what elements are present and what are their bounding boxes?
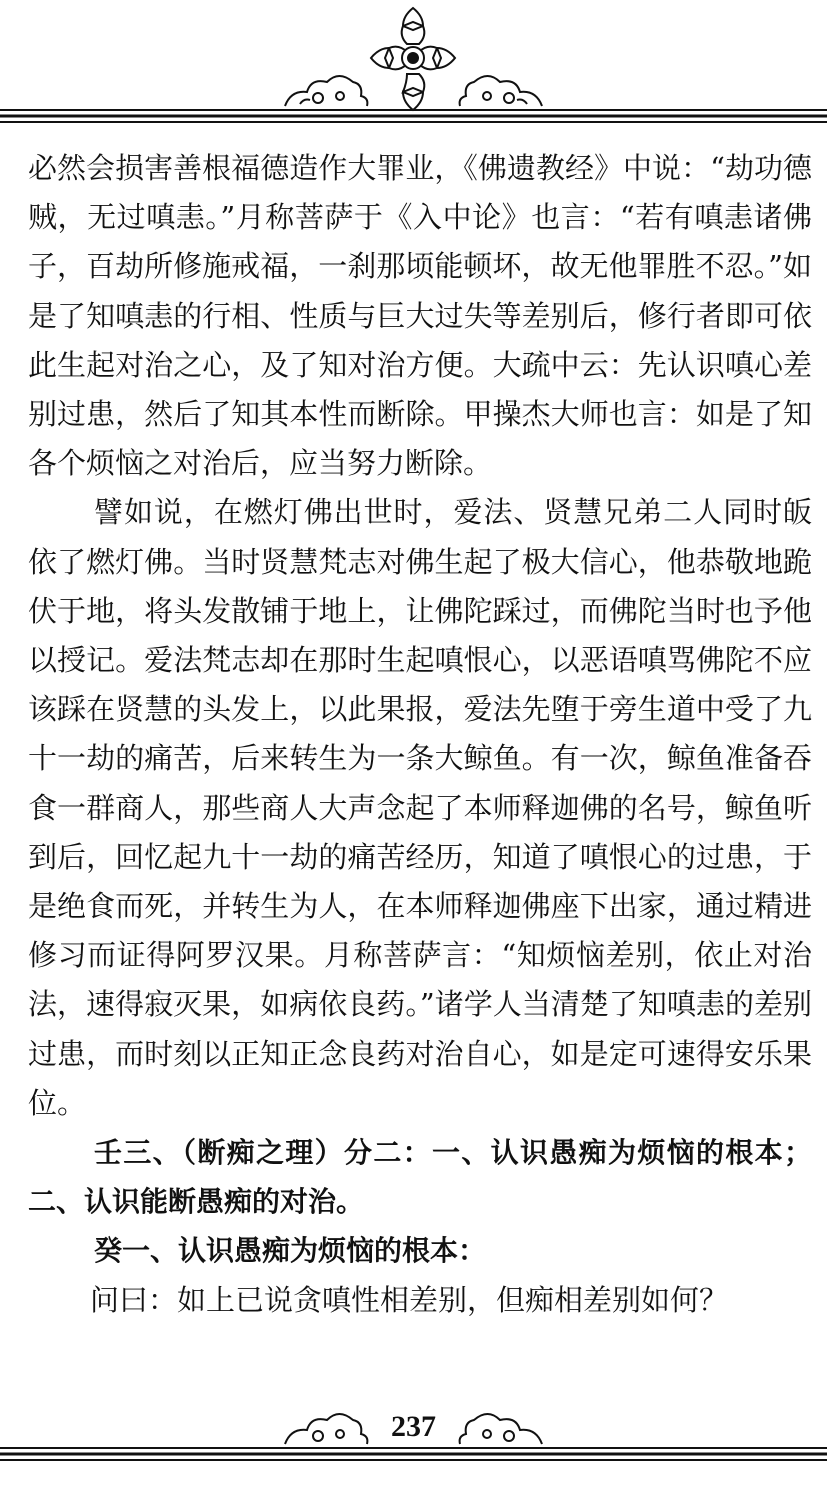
page-number: 237 — [391, 1410, 436, 1443]
paragraph: 譬如说，在燃灯佛出世时，爱法、贤慧兄弟二人同时皈依了燃灯佛。当时贤慧梵志对佛生起了极大信心，他恭敬地跪伏于地，将头发散铺于地上，让佛陀踩过，而佛陀当时也予他以授记。爱法梵志却在那时生起嗔恨心，以恶语嗔骂佛陀不应该踩在贤慧的头发上，以此果报，爱法先堕于旁生道中受了九十一劫的痛苦，后来转生为一条大鲸鱼。有一次，鲸鱼准备吞食一群商人，那些商人大声念起了本师释迦佛的名号，鲸鱼听到后，回忆起九十一劫的痛苦经历，知道了嗔恨心的过患，于是绝食而死，并转生为人，在本师释迦佛座下出家，通过精进修习而证得阿罗汉果。月称菩萨言：“知烦恼差别，依止对治法，速得寂灭果，如病依良药。”诸学人当清楚了知嗔恚的差别过患，而时刻以正知正念良药对治自心，如是定可速得安乐果位。 — [28, 495, 812, 1120]
question-line: 问曰：如上已说贪嗔性相差别，但痴相差别如何？ — [90, 1282, 729, 1317]
cloud-scroll-icon — [460, 76, 542, 106]
body-text — [28, 144, 812, 1325]
subsection-heading: 癸一、认识愚痴为烦恼的根本： — [94, 1234, 487, 1268]
section-heading: 壬三、（断痴之理）分二：一、认识愚痴为烦恼的根本；二、认识能断愚痴的对治。 — [28, 1136, 812, 1219]
paragraph: 必然会损害善根福德造作大罪业，《佛遗教经》中说：“劫功德贼，无过嗔恚。”月称菩萨于《入中论》也言：“若有嗔恚诸佛子，百劫所修施戒福，一刹那顷能顿坏，故无他罪胜不忍。”如是了知嗔恚的行相、性质与巨大过失等差别后，修行者即可依此生起对治之心，及了知对治方便。大疏中云：先认识嗔心差别过患，然后了知其本性而断除。甲操杰大师也言：如是了知各个烦恼之对治后，应当努力断除。 — [28, 151, 812, 481]
cloud-scroll-icon — [285, 76, 367, 106]
page-footer-ornament — [0, 1404, 827, 1464]
page-header-ornament — [0, 0, 827, 130]
vajra-ornament-icon — [0, 0, 827, 130]
